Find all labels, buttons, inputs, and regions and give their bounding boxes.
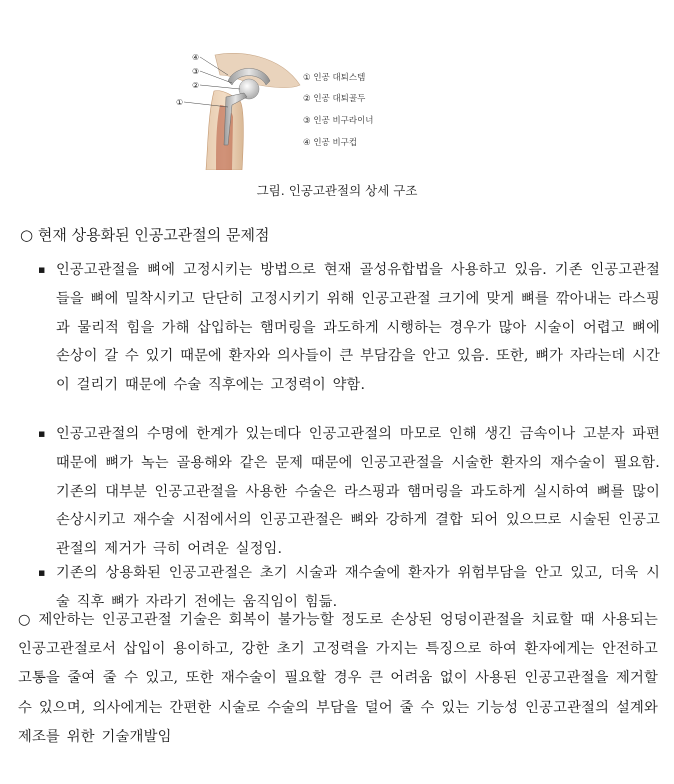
bullet-text: 인공고관절의 수명에 한계가 있는데다 인공고관절의 마모로 인해 생긴 금속이나 고분자 파편 때문에 뼈가 녹는 골용해와 같은 문제 때문에 인공고관절을 시술한 환자의 재수술이 필요함. 기존의 대부분 인공고관절을 사용한 수술은 라스핑과 햄머링을 과도하게 실시하여 뼈를 많이 손상시키고 재수술 시점에서의 인공고관절은 뼈와 강하게 결합 되어 있으므로 시술된 인공고관절의 제거가 극히 어려운 실정임. bbox=[56, 426, 660, 558]
marker-1: ① bbox=[176, 98, 184, 107]
bullet-item-1 bbox=[38, 256, 660, 400]
figure-caption: 그림. 인공고관절의 상세 구조 bbox=[256, 183, 418, 198]
bullet-marker: ▪ bbox=[38, 566, 46, 579]
bullet-text: 인공고관절을 뼈에 고정시키는 방법으로 현재 골성유합법을 사용하고 있음. 기존 인공고관절들을 뼈에 밀착시키고 단단히 고정시키기 위해 인공고관절 크기에 맞게 뼈를 깎아내는 라스핑과 물리적 힘을 가해 삽입하는 햄머링을 과도하게 시행하는 경우가 많아 시술이 어렵고 뼈에 손상이 갈 수 있기 때문에 환자와 의사들이 큰 부담감을 안고 있음. 또한, 뼈가 자라는데 시간이 걸리기 때문에 수술 직후에는 고정력이 약함. bbox=[56, 262, 660, 394]
marker-3: ③ bbox=[192, 67, 200, 76]
bullet-marker: ▪ bbox=[38, 427, 46, 440]
proposal-paragraph: ○ 제안하는 인공고관절 기술은 회복이 불가능할 정도로 손상된 엉덩이관절을 치료할 때 사용되는 인공고관절로서 삽입이 용이하고, 강한 초기 고정력을 가지는 특징으로 하여 환자에게는 안전하고 고통을 줄여 줄 수 있고, 또한 재수술이 필요할 경우 큰 어려움 없이 사용된 인공고관절을 제거할 수 있으며, 의사에게는 간편한 시술로 수술의 부담을 덜어 줄 수 있는 기능성 인공고관절의 설계와 제조를 위한 기술개발임 bbox=[18, 612, 658, 745]
bullet-item-2 bbox=[38, 420, 660, 564]
legend-item-stem: ① 인공 대퇴스템 bbox=[303, 73, 366, 83]
section-heading: ○ 현재 상용화된 인공고관절의 문제점 bbox=[20, 226, 270, 244]
legend-item-head: ② 인공 대퇴골두 bbox=[303, 94, 366, 104]
marker-4: ④ bbox=[192, 53, 200, 62]
marker-2: ② bbox=[192, 81, 200, 90]
hip-implant-illustration bbox=[170, 45, 440, 170]
bullet-text: 기존의 상용화된 인공고관절은 초기 시술과 재수술에 환자가 위험부담을 안고 있고, 더욱 시술 직후 뼈가 자라기 전에는 움직임이 힘듦. bbox=[56, 565, 660, 610]
bullet-marker: ▪ bbox=[38, 263, 46, 276]
legend-item-cup: ④ 인공 비구컵 bbox=[303, 138, 358, 148]
hip-implant-figure bbox=[170, 45, 440, 170]
legend-item-liner: ③ 인공 비구라이너 bbox=[303, 116, 374, 126]
